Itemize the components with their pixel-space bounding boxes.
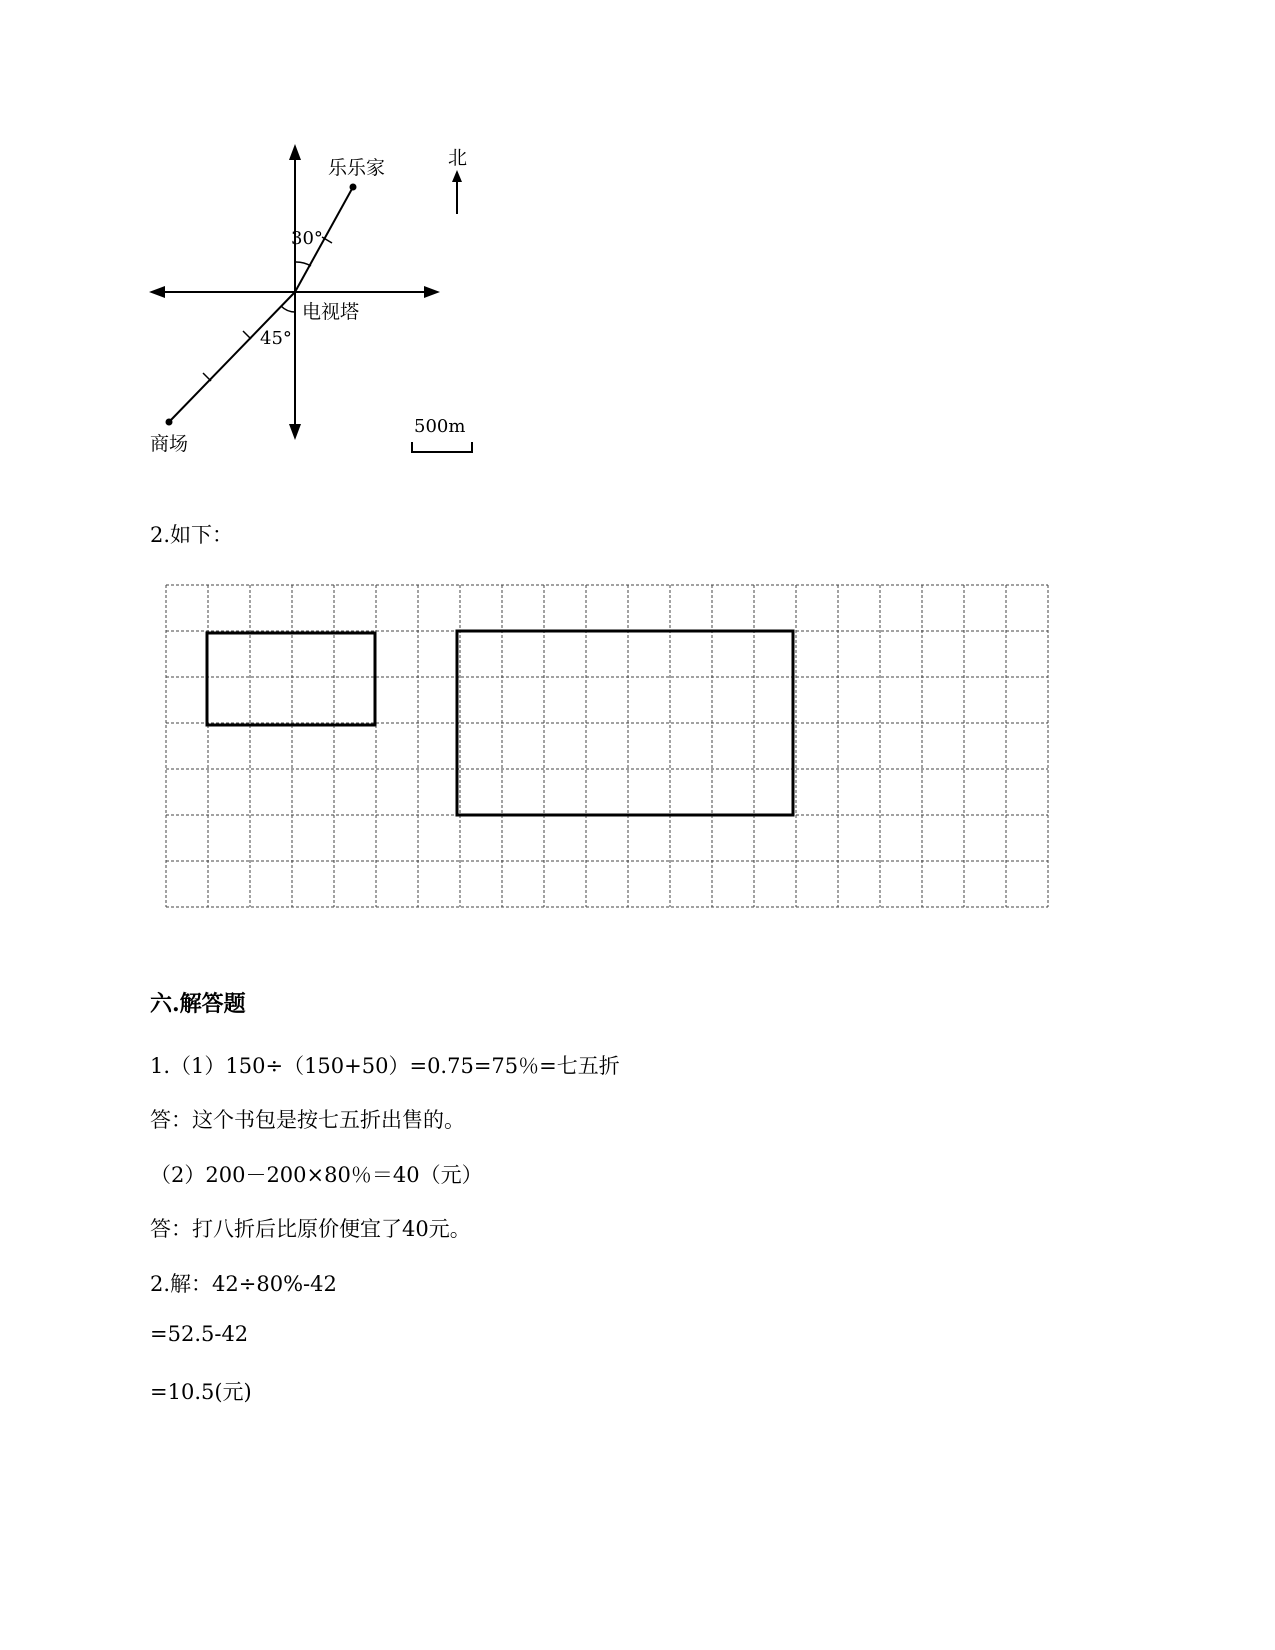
north-arrow-head bbox=[452, 170, 462, 182]
tick-mark bbox=[203, 373, 211, 381]
scale-bar bbox=[412, 442, 472, 452]
grid-figure bbox=[165, 584, 1049, 914]
section-6-title: 六.解答题 bbox=[150, 991, 246, 1017]
mall-point bbox=[166, 419, 173, 426]
direction-map bbox=[140, 140, 480, 480]
home-point bbox=[350, 184, 357, 191]
text-line: 答：这个书包是按七五折出售的。 bbox=[150, 1108, 465, 1132]
route-to-mall bbox=[169, 292, 295, 422]
north-label: 北 bbox=[448, 147, 468, 169]
text-line: =10.5(元) bbox=[150, 1380, 252, 1404]
text-line: =52.5-42 bbox=[150, 1322, 249, 1346]
axis-arrow-up bbox=[289, 144, 301, 160]
home-label: 乐乐家 bbox=[328, 157, 386, 179]
tick-mark bbox=[243, 331, 251, 339]
axis-arrow-right bbox=[424, 286, 440, 298]
text-line: 答：打八折后比原价便宜了40元。 bbox=[150, 1217, 471, 1241]
axis-arrow-left bbox=[149, 286, 165, 298]
angle-label-north: 30° bbox=[291, 228, 323, 249]
answer-2-label: 2.如下： bbox=[150, 523, 234, 547]
text-line: （2）200－200×80％＝40（元） bbox=[150, 1163, 483, 1187]
text-line: 1.（1）150÷（150+50）=0.75=75％=七五折 bbox=[150, 1054, 620, 1078]
text-line: 2.解：42÷80%-42 bbox=[150, 1272, 337, 1296]
scale-label: 500m bbox=[414, 416, 466, 437]
tower-label: 电视塔 bbox=[302, 301, 360, 323]
mall-label: 商场 bbox=[150, 433, 189, 455]
angle-arc-north bbox=[295, 262, 311, 266]
angle-arc-southwest bbox=[281, 306, 295, 312]
small-rectangle bbox=[207, 633, 375, 725]
angle-label-southwest: 45° bbox=[260, 328, 292, 349]
axis-arrow-down bbox=[289, 424, 301, 440]
